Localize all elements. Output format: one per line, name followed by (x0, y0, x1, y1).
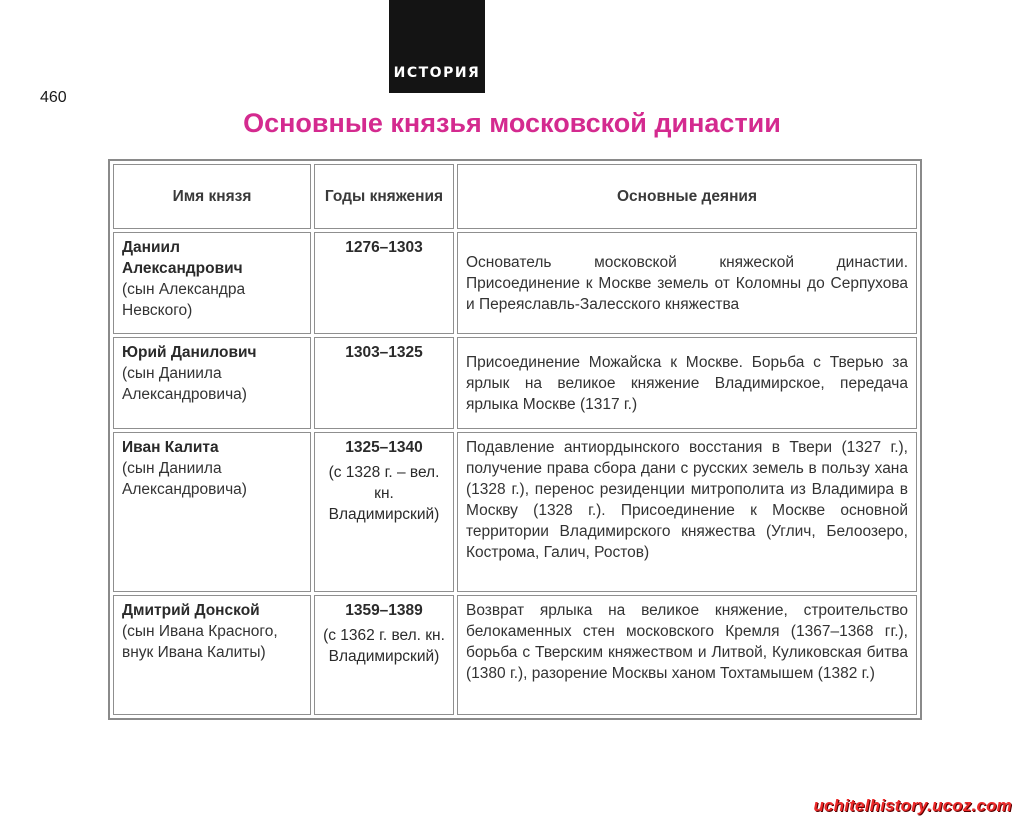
reign-years-cell (314, 337, 454, 429)
reign-years: 1325–1340 (345, 439, 423, 456)
table-row (113, 232, 917, 334)
table-row (113, 432, 917, 592)
page-number: 460 (40, 89, 67, 106)
table-row (113, 595, 917, 715)
reign-years-cell (314, 595, 454, 715)
deeds-cell: Основатель московской княжеской династии. Присоединение к Москве земель от Коломны до Серпухова и Переяславль-Залесского княжества (457, 232, 917, 334)
reign-note: (с 1362 г. вел. кн. Владимирский) (323, 627, 445, 665)
reign-years-cell (314, 232, 454, 334)
prince-name: Юрий Данилович (122, 344, 257, 361)
section-tab (389, 0, 485, 93)
column-header-years: Годы княжения (314, 164, 454, 229)
prince-cell (113, 232, 311, 334)
watermark-url: uchitelhistory.ucoz.com (813, 796, 1012, 815)
reign-years: 1303–1325 (345, 344, 423, 361)
prince-parentage: (сын Александра Невского) (122, 281, 246, 319)
prince-name: Иван Калита (122, 439, 219, 456)
deeds-cell: Присоединение Можайска к Москве. Борьба с Тверью за ярлык на великое княжение Владимирское, передача ярлыка Москве (1317 г.) (457, 337, 917, 429)
prince-name: Даниил Александрович (122, 239, 243, 277)
prince-name: Дмитрий Донской (122, 602, 260, 619)
reign-years: 1276–1303 (345, 239, 423, 256)
section-tab-label: ИСТОРИЯ (393, 65, 481, 81)
prince-cell (113, 595, 311, 715)
reign-note: (с 1328 г. – вел. кн. Владимирский) (328, 464, 440, 523)
prince-cell (113, 432, 311, 592)
deeds-cell: Подавление антиордынского восстания в Твери (1327 г.), получение права сбора дани с русских земель в пользу хана (1328 г.), перенос резиденции митрополита из Владимира в Москву (1328 г.). Присоединение к Москве основной территории Владимирского княжества (Углич, Белоозеро, Кострома, Галич, Ростов) (457, 432, 917, 592)
princes-table (108, 159, 922, 720)
prince-parentage: (сын Ивана Красного, внук Ивана Калиты) (122, 623, 278, 661)
prince-cell (113, 337, 311, 429)
table-header-row (113, 164, 917, 229)
prince-parentage: (сын Даниила Александровича) (122, 460, 247, 498)
page-title: Основные князья московской династии (243, 108, 781, 138)
column-header-deeds: Основные деяния (457, 164, 917, 229)
deeds-cell: Возврат ярлыка на великое княжение, строительство белокаменных стен московского Кремля (1367–1368 гг.), борьба с Тверским княжеством и Литвой, Куликовская битва (1380 г.), разорение Москвы ханом Тохтамышем (1382 г.) (457, 595, 917, 715)
reign-years-cell (314, 432, 454, 592)
prince-parentage: (сын Даниила Александровича) (122, 365, 247, 403)
column-header-name: Имя князя (113, 164, 311, 229)
table-row (113, 337, 917, 429)
reign-years: 1359–1389 (345, 602, 423, 619)
